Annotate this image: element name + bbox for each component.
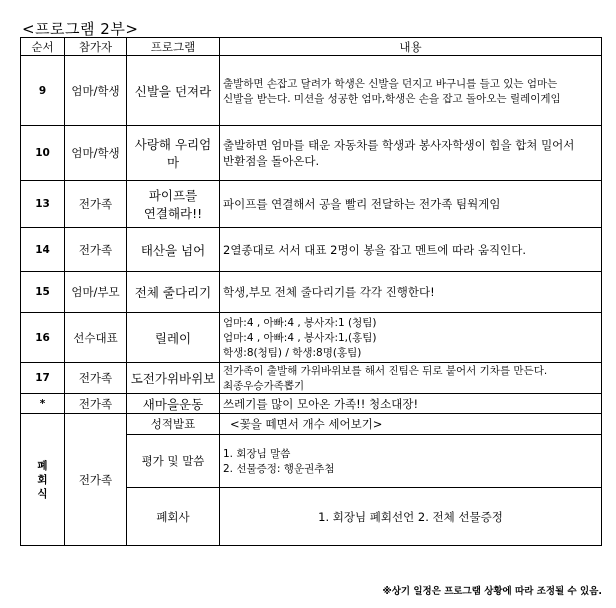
order-cell: 13 [21,181,65,228]
content-line: 2. 선물증정: 행운권추첨 [223,463,335,475]
content-line: 신발을 받는다. 미션을 성공한 엄마,학생은 손을 잡고 돌아오는 릴레이게임 [223,92,561,105]
header-content: 내용 [220,38,602,56]
table-row [21,394,602,414]
content-line: 반환점을 돌아온다. [223,154,320,168]
order-cell: * [21,394,65,414]
order-cell: 10 [21,126,65,181]
content-cell: 쓰레기를 많이 모아온 가족!! 청소대장! [220,394,602,414]
content-line: 엄마:4 , 아빠:4 , 봉사자:1,(홍팀) [223,332,377,344]
program-cell: 신발을 던져라 [127,56,220,126]
program-cell: 도전가위바위보 [127,363,220,394]
program-cell: 태산을 넘어 [127,228,220,272]
participants-cell: 선수대표 [65,313,127,363]
content-line: 1. 회장님 말씀 [223,448,291,460]
footnote: ※상기 일정은 프로그램 상황에 따라 조정될 수 있음. [382,586,602,597]
content-cell [220,313,602,363]
content-cell: 학생,부모 전체 줄다리기를 각각 진행한다! [220,272,602,313]
order-cell: 16 [21,313,65,363]
table-row [21,363,602,394]
program-cell: 성적발표 [127,414,220,435]
closing-ceremony-label: 폐 회 식 [21,414,65,546]
content-cell [220,56,602,126]
order-cell: 15 [21,272,65,313]
participants-cell: 엄마/학생 [65,56,127,126]
page-title: <프로그램 2부> [22,20,139,38]
content-line: 출발하면 손잡고 달려가 학생은 신발을 던지고 바구니를 들고 있는 엄마는 [223,77,558,90]
header-program: 프로그램 [127,38,220,56]
content-cell [220,435,602,488]
program-cell: 전체 줄다리기 [127,272,220,313]
content-cell: 파이프를 연결해서 공을 빨리 전달하는 전가족 팀웍게임 [220,181,602,228]
schedule-table [20,37,602,546]
participants-cell: 전가족 [65,394,127,414]
table-row [21,272,602,313]
content-line: 전가족이 출발해 가위바위보를 해서 진팀은 뒤로 붙어서 기차를 만든다. [223,365,548,377]
order-cell: 9 [21,56,65,126]
participants-cell: 전가족 [65,181,127,228]
content-line: 학생:8(청팀) / 학생:8명(홍팀) [223,347,362,359]
table-row [21,313,602,363]
program-line: 파이프를 [148,188,198,203]
header-row [21,38,602,56]
table-row [21,56,602,126]
table-row [21,126,602,181]
closing-row [21,414,602,435]
program-cell [127,181,220,228]
content-cell: <꽃을 떼면서 개수 세어보기> [220,414,602,435]
content-line: 출발하면 엄마를 태운 자동차를 학생과 봉사자학생이 힘을 합쳐 밀어서 [223,138,575,152]
order-cell: 14 [21,228,65,272]
program-cell: 릴레이 [127,313,220,363]
table-row [21,228,602,272]
order-cell: 17 [21,363,65,394]
content-cell: 2열종대로 서서 대표 2명이 봉을 잡고 멘트에 따라 움직인다. [220,228,602,272]
header-participants: 참가자 [65,38,127,56]
content-line: 엄마:4 , 아빠:4 , 봉사자:1 (청팀) [223,317,377,329]
program-cell: 새마을운동 [127,394,220,414]
table-row [21,181,602,228]
content-cell [220,126,602,181]
participants-cell: 전가족 [65,363,127,394]
content-cell [220,363,602,394]
participants-cell: 전가족 [65,414,127,546]
program-cell: 평가 및 말씀 [127,435,220,488]
header-order: 순서 [21,38,65,56]
participants-cell: 엄마/학생 [65,126,127,181]
content-line: 최종우승가족뽑기 [223,380,305,392]
content-cell: 1. 회장님 폐회선언 2. 전체 선물증정 [220,488,602,546]
program-cell: 사랑해 우리엄마 [127,126,220,181]
program-line: 연결해라!! [143,206,203,221]
program-cell: 폐회사 [127,488,220,546]
participants-cell: 전가족 [65,228,127,272]
participants-cell: 엄마/부모 [65,272,127,313]
